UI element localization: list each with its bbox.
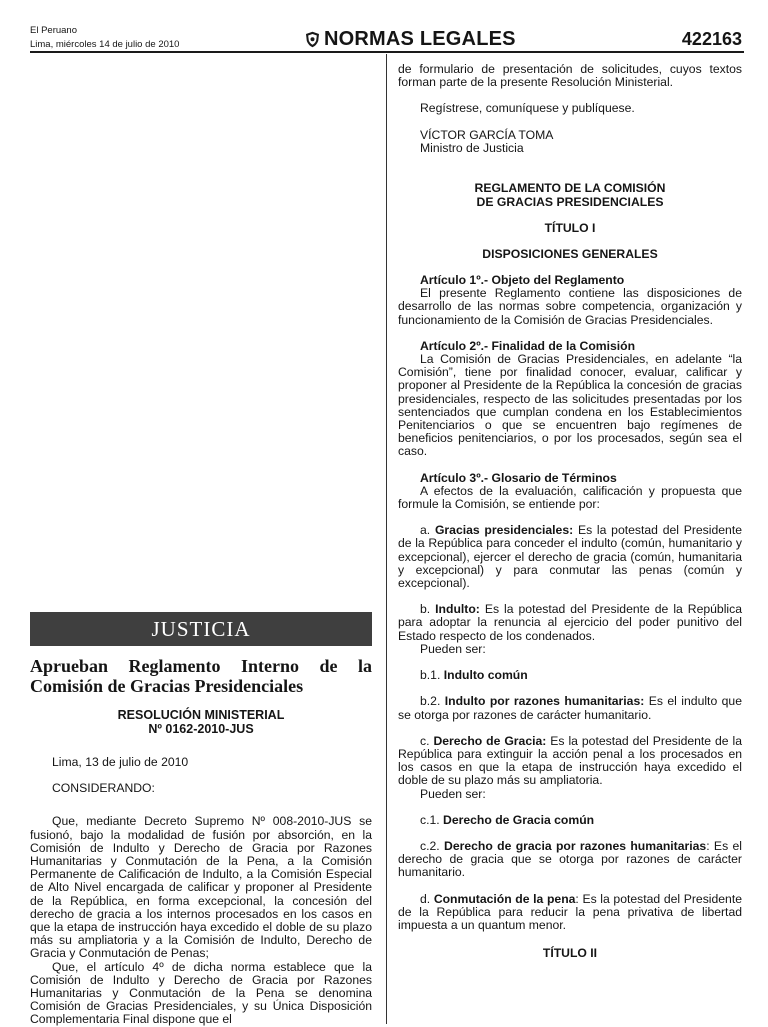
term-b2-label: Indulto por razones humanitarias: [444,694,645,709]
page-header [30,22,742,52]
considering-heading: CONSIDERANDO: [52,781,155,796]
term-a-label: Gracias presidenciales: [434,523,574,538]
signer-name: VÍCTOR GARCÍA TOMA [420,127,554,142]
article-1-body: El presente Reglamento contiene las disposiciones de desarrollo de las normas sobre competencia, organización y funcionamiento de la Comisión de Gracias Presidenciales. [398,286,742,327]
column-divider [386,54,387,1024]
intro-paragraph: de formulario de presentación de solicitudes, cuyos textos forman parte de la presente Resolución Ministerial. [398,62,742,90]
term-c1 [398,814,742,827]
term-b2-text: Es el indulto que se otorga por razones de carácter humanitario. [398,694,742,722]
term-b [398,603,742,643]
term-d [398,893,742,933]
term-c1-prefix: c.1. [420,812,440,827]
regulation-title-line-2: DE GRACIAS PRESIDENCIALES [476,195,664,210]
term-b2-prefix: b.2. [420,694,441,709]
term-a-text: Es la potestad del Presidente de la República para conceder el indulto (común, humanitario y excepcional), ejercer el derecho de gracia (común, humanitaria y excepcional) y para conmutar las penas (común y excepcional). [398,523,742,591]
section-title: NORMAS LEGALES [324,28,516,50]
disposiciones-heading: DISPOSICIONES GENERALES [482,247,658,262]
term-d-label: Conmutación de la pena [433,891,576,906]
considering-paragraph-1: Que, mediante Decreto Supremo Nº 008-2010-JUS se fusionó, bajo la modalidad de fusión por absorción, en la Comisión de Indulto y Derecho de Gracia por Razones Humanitarias y Conmutación de la Pena, a la Comisión Permanente de Calificación de Indulto, a la Comisión Especial de Alto Nivel encargada de calificar y proponer al Presidente de la República, en forma excepcional, la concesión del derecho de gracia a los internos procesados en los casos en que la etapa de instrucción haya excedido el doble de su plazo más su ampliatoria y a la Comisión de Indulto, Derecho de Gracia y Conmutación de Penas; [30,814,372,961]
register-line: Regístrese, comuníquese y publíquese. [420,101,635,116]
term-b1 [398,669,742,682]
place-date: Lima, 13 de julio de 2010 [52,755,189,769]
section-banner: JUSTICIA [30,612,372,646]
term-c2 [398,840,742,880]
resolution-number: Nº 0162-2010-JUS [148,722,254,736]
term-b-text: Es la potestad del Presidente de la República para adoptar la renuncia al ejercicio del poder punitivo del Estado respecto de los condenados. [398,602,743,643]
titulo-2-heading: TÍTULO II [542,946,598,961]
article-3-body: A efectos de la evaluación, calificación y propuesta que formule la Comisión, se entiende por: [398,483,742,512]
term-b-prefix: b. [420,602,431,617]
term-c2-prefix: c.2. [420,838,440,853]
term-b1-prefix: b.1. [420,668,441,683]
term-c-text: Es la potestad del Presidente de la República para extinguir la acción penal a los procesados en los casos en que la etapa de instrucción haya excedido el doble de su plazo más su ampliatoria. [398,733,742,788]
left-column [30,612,372,1027]
term-b-label: Indulto: [435,602,480,617]
regulation-title-line-1: REGLAMENTO DE LA COMISIÓN [474,181,666,196]
term-a [398,524,742,590]
term-c2-text: : Es el derecho de gracia que se otorga por razones de carácter humanitario. [398,838,742,880]
shield-icon [305,31,320,48]
header-rule [30,51,744,53]
resolution-type: RESOLUCIÓN MINISTERIAL [117,708,285,722]
right-column [398,63,742,960]
term-c-label: Derecho de Gracia: [433,733,547,748]
section-brand [305,28,516,51]
article-3-heading: Artículo 3º.- Glosario de Términos [420,470,617,485]
term-c-prefix: c. [420,733,430,748]
page-number: 422163 [681,29,742,49]
document-title: Aprueban Reglamento Interno de la Comisión de Gracias Presidenciales [30,656,372,696]
considering-paragraph-2: Que, el artículo 4º de dicha norma establece que la Comisión de Indulto y Derecho de Gracia por Razones Humanitarias y Conmutación de la Pena se denomina Comisión de Gracias Presidenciales, y su Única Disposición Complementaria Final dispone que el [30,959,372,1027]
article-2-heading: Artículo 2º.- Finalidad de la Comisión [420,338,636,353]
term-b1-label: Indulto común [443,668,528,683]
pueden-ser-2: Pueden ser: [420,786,486,801]
article-2-body: La Comisión de Gracias Presidenciales, en adelante “la Comisión”, tiene por finalidad conocer, evaluar, calificar y proponer al Presidente de la República la concesión de gracias presidenciales, respecto de las solicitudes presentadas por los sentenciados que cumplan condena en los Establecimientos Penitenciarios o que se encuentren bajo regímenes de beneficios penitenciarios, o por los procesados, según sea el caso. [398,352,742,459]
titulo-1-heading: TÍTULO I [544,221,596,236]
publication-date: Lima, miércoles 14 de julio de 2010 [30,39,180,50]
term-d-prefix: d. [420,891,431,906]
publication-name: El Peruano [30,25,78,36]
term-c2-label: Derecho de gracia por razones humanitarias [444,838,707,853]
article-1-heading: Artículo 1º.- Objeto del Reglamento [420,273,625,288]
term-b2 [398,695,742,721]
term-c [398,735,742,788]
pueden-ser-1: Pueden ser: [420,641,486,656]
term-a-prefix: a. [420,523,431,538]
term-c1-label: Derecho de Gracia común [443,812,595,827]
term-d-text: : Es la potestad del Presidente de la República para reducir la pena privativa de libertad impuesta a un quantum menor. [398,891,742,932]
signer-role: Ministro de Justicia [420,140,524,155]
